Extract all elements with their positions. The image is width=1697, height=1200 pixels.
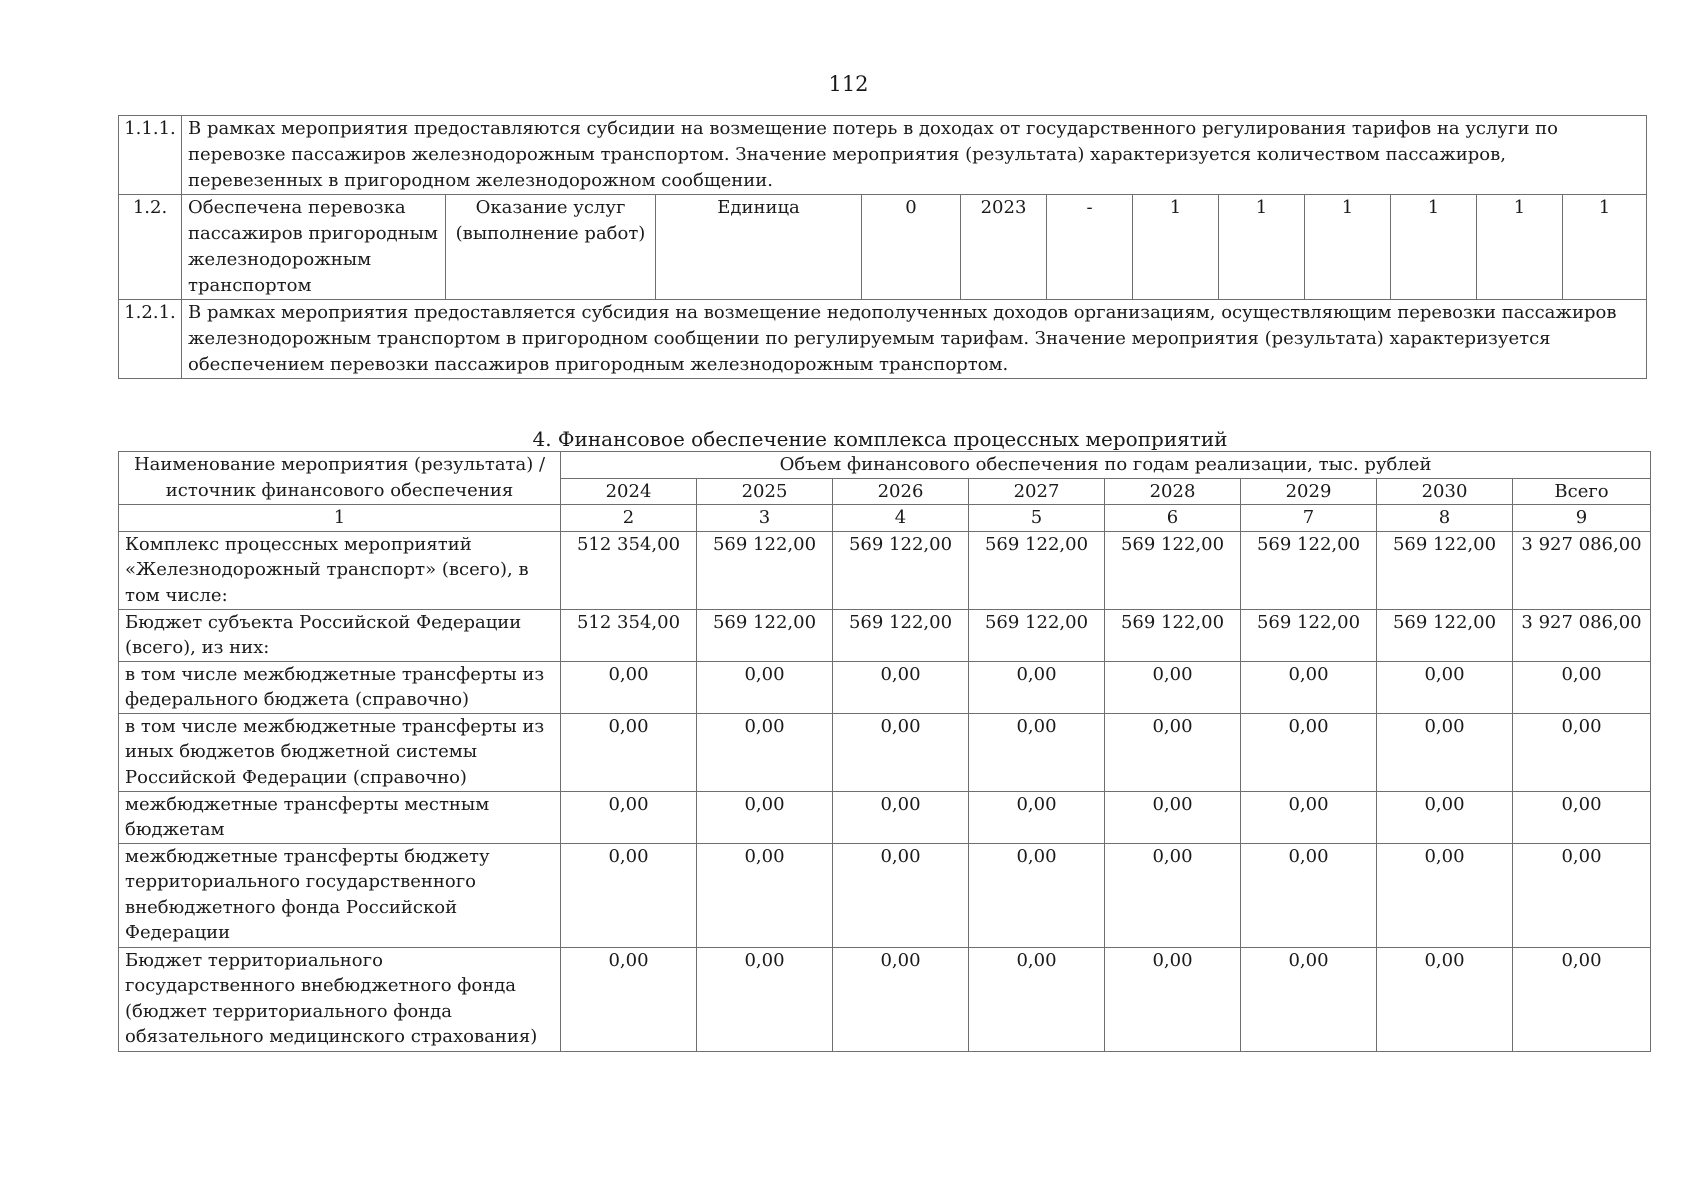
year-header: 2029 — [1241, 478, 1377, 505]
funding-value: 0,00 — [1241, 661, 1377, 713]
year-value: 1 — [1563, 195, 1647, 300]
funding-value: 0,00 — [561, 843, 697, 947]
funding-value: 0,00 — [1105, 713, 1241, 791]
funding-source: в том числе межбюджетные трансферты из федерального бюджета (справочно) — [119, 661, 561, 713]
table-row — [119, 791, 1651, 843]
funding-value: 0,00 — [1105, 843, 1241, 947]
funding-value: 569 122,00 — [697, 609, 833, 661]
funding-value: 0,00 — [1377, 791, 1513, 843]
funding-value: 0,00 — [833, 791, 969, 843]
year-value: 1 — [1391, 195, 1477, 300]
header-name: Наименование мероприятия (результата) / источник финансового обеспечения — [119, 452, 561, 505]
column-number: 7 — [1241, 505, 1377, 532]
funding-value: 569 122,00 — [833, 609, 969, 661]
result-kind: Оказание услуг (выполнение работ) — [446, 195, 656, 300]
base-value: 0 — [862, 195, 961, 300]
funding-value: 0,00 — [1377, 947, 1513, 1051]
funding-value: 569 122,00 — [969, 531, 1105, 609]
funding-value: 0,00 — [1105, 661, 1241, 713]
funding-value: 3 927 086,00 — [1513, 609, 1651, 661]
table-row — [119, 843, 1651, 947]
year-header: 2024 — [561, 478, 697, 505]
year-header: 2025 — [697, 478, 833, 505]
header-volume: Объем финансового обеспечения по годам реализации, тыс. рублей — [561, 452, 1651, 479]
funding-value: 0,00 — [697, 843, 833, 947]
funding-value: 569 122,00 — [1105, 531, 1241, 609]
column-numbers-row — [119, 505, 1651, 532]
funding-value: 569 122,00 — [833, 531, 969, 609]
funding-value: 0,00 — [1513, 947, 1651, 1051]
funding-value: 0,00 — [1241, 843, 1377, 947]
section-title: 4. Финансовое обеспечение комплекса процессных мероприятий — [532, 427, 1228, 451]
row-description: В рамках мероприятия предоставляются субсидии на возмещение потерь в доходах от государственного регулирования тарифов на услуги по перевозке пассажиров железнодорожным транспортом. Значение мероприятия (результата) характеризуется количеством пассажиров, перевезенных в пригородном железнодорожном сообщении. — [182, 116, 1647, 195]
table-row — [119, 661, 1651, 713]
table-row — [119, 531, 1651, 609]
column-number: 6 — [1105, 505, 1241, 532]
funding-value: 0,00 — [1377, 843, 1513, 947]
funding-value: 512 354,00 — [561, 531, 697, 609]
row-description: В рамках мероприятия предоставляется субсидия на возмещение недополученных доходов организациям, осуществляющим перевозки пассажиров железнодорожным транспортом в пригородном сообщении по регулируемым тарифам. Значение мероприятия (результата) характеризуется обеспечением перевозки пассажиров пригородным железнодорожным транспортом. — [182, 300, 1647, 379]
funding-value: 0,00 — [1241, 713, 1377, 791]
table-row — [119, 713, 1651, 791]
funding-value: 569 122,00 — [1377, 609, 1513, 661]
column-number: 9 — [1513, 505, 1651, 532]
funding-value: 569 122,00 — [1105, 609, 1241, 661]
funding-value: 0,00 — [561, 947, 697, 1051]
column-number: 8 — [1377, 505, 1513, 532]
year-value: 1 — [1305, 195, 1391, 300]
funding-value: 569 122,00 — [1241, 531, 1377, 609]
row-number: 1.2.1. — [119, 300, 182, 379]
funding-value: 0,00 — [561, 791, 697, 843]
row-number: 1.2. — [119, 195, 182, 300]
funding-value: 0,00 — [969, 947, 1105, 1051]
funding-value: 0,00 — [1241, 947, 1377, 1051]
funding-value: 569 122,00 — [1377, 531, 1513, 609]
funding-value: 0,00 — [697, 947, 833, 1051]
funding-value: 0,00 — [833, 661, 969, 713]
funding-value: 0,00 — [1105, 947, 1241, 1051]
table-row — [119, 609, 1651, 661]
funding-value: 0,00 — [697, 713, 833, 791]
funding-value: 0,00 — [1513, 713, 1651, 791]
base-year: 2023 — [961, 195, 1047, 300]
funding-value: 0,00 — [1241, 791, 1377, 843]
funding-value: 0,00 — [697, 661, 833, 713]
funding-value: 0,00 — [1513, 843, 1651, 947]
funding-value: 3 927 086,00 — [1513, 531, 1651, 609]
table-row — [119, 947, 1651, 1051]
funding-value: 0,00 — [969, 843, 1105, 947]
funding-value: 0,00 — [697, 791, 833, 843]
column-number: 5 — [969, 505, 1105, 532]
funding-value: 0,00 — [969, 713, 1105, 791]
funding-value: 0,00 — [1513, 661, 1651, 713]
funding-value: 0,00 — [969, 791, 1105, 843]
year-header: 2027 — [969, 478, 1105, 505]
year-header: 2030 — [1377, 478, 1513, 505]
row-number: 1.1.1. — [119, 116, 182, 195]
page-number: 112 — [828, 72, 869, 96]
year-value: 1 — [1477, 195, 1563, 300]
funding-value: 0,00 — [1377, 713, 1513, 791]
year-header: 2026 — [833, 478, 969, 505]
financing-table — [118, 451, 1651, 1052]
year-value: 1 — [1133, 195, 1219, 300]
funding-value: 0,00 — [833, 947, 969, 1051]
funding-value: 0,00 — [1105, 791, 1241, 843]
funding-source: Комплекс процессных мероприятий «Железнодорожный транспорт» (всего), в том числе: — [119, 531, 561, 609]
column-number: 1 — [119, 505, 561, 532]
funding-value: 569 122,00 — [1241, 609, 1377, 661]
column-number: 2 — [561, 505, 697, 532]
results-table — [118, 115, 1647, 379]
funding-value: 0,00 — [969, 661, 1105, 713]
funding-value: 569 122,00 — [969, 609, 1105, 661]
funding-source: межбюджетные трансферты местным бюджетам — [119, 791, 561, 843]
year-value: 1 — [1219, 195, 1305, 300]
unit: Единица — [656, 195, 862, 300]
funding-source: Бюджет субъекта Российской Федерации (всего), из них: — [119, 609, 561, 661]
results-row — [119, 300, 1647, 379]
year-header: 2028 — [1105, 478, 1241, 505]
funding-value: 569 122,00 — [697, 531, 833, 609]
year-header: Всего — [1513, 478, 1651, 505]
funding-source: в том числе межбюджетные трансферты из иных бюджетов бюджетной системы Российской Федерации (справочно) — [119, 713, 561, 791]
results-row — [119, 195, 1647, 300]
results-row — [119, 116, 1647, 195]
funding-source: межбюджетные трансферты бюджету территориального государственного внебюджетного фонда Российской Федерации — [119, 843, 561, 947]
funding-value: 0,00 — [561, 661, 697, 713]
funding-value: 0,00 — [561, 713, 697, 791]
funding-value: 0,00 — [1513, 791, 1651, 843]
funding-source: Бюджет территориального государственного внебюджетного фонда (бюджет территориального фонда обязательного медицинского страхования) — [119, 947, 561, 1051]
funding-value: 512 354,00 — [561, 609, 697, 661]
funding-value: 0,00 — [833, 843, 969, 947]
funding-value: 0,00 — [1377, 661, 1513, 713]
header-row — [119, 452, 1651, 479]
funding-value: 0,00 — [833, 713, 969, 791]
column-number: 3 — [697, 505, 833, 532]
result-name: Обеспечена перевозка пассажиров пригородным железнодорожным транспортом — [182, 195, 446, 300]
year-value: - — [1047, 195, 1133, 300]
column-number: 4 — [833, 505, 969, 532]
